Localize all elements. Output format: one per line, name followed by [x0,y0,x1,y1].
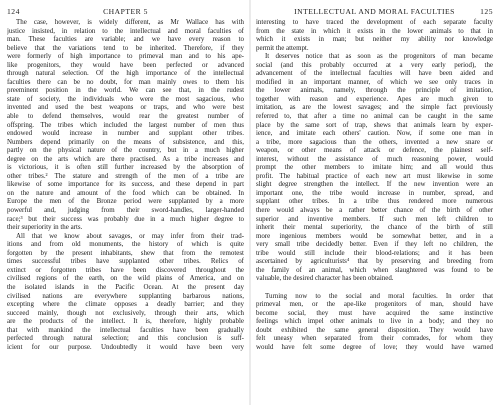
text-line: forgotten by the present inhabitants, shew that from the remotest [7,248,244,257]
text-line: advancement of the intellectual faculties will have been aided and [256,69,493,78]
text-line: profit. The habitual practice of each new art must likewise in some [256,171,493,180]
text-line: ascertained by agriculturists⁴ that by preserving and breeding from [256,257,493,266]
text-line: justice insisted, in relation to the intellectual and moral faculties of [7,26,244,35]
page-number: 124 [7,7,20,16]
text-line: All that we know about savages, or may infer from their trad- [16,231,244,240]
text-line: doubt exhibited the same general disposition. They would have [256,325,493,334]
text-line: race;³ but their success was probably due in a much higher degree to [7,214,244,223]
text-line: degree on the arts which are there practised. As a tribe increases and [7,154,244,163]
text-line: imitation, as are the lowest savages; and the simple fact previously [256,103,493,112]
body-text [256,18,493,351]
body-text [7,18,244,351]
text-line: extinct or forgotten tribes have been discovered throughout the [7,265,244,274]
text-line: perfected through natural selection; and this conclusion is suff- [7,334,244,343]
text-line: excepting where the climate opposes a deadly barrier; and they [7,300,244,309]
text-line: invented and used the best weapons or traps, and who were best [7,103,244,112]
page-number: 125 [480,7,493,16]
text-line: the family of an animal, which when slaughtered was found to be [256,265,493,274]
text-line: powerful and, judging from their sword-handles, larger-handed [7,206,244,215]
text-line: modified in an important manner, of which we see only traces in [256,77,493,86]
text-line: on the nature and amount of the food which can be obtained. In [7,188,244,197]
text-line: very small tribe decidedly better. Even if they left no children, the [256,240,493,249]
text-line: important one, the tribe would increase in number, spread, and [256,188,493,197]
text-line: offspring. The tribes which included the largest number of men thus [7,120,244,129]
text-line: state of society, the individuals who were the most sagacious, who [7,94,244,103]
text-line: valuable, the desired character has been obtained. [256,274,394,283]
text-line: civilised nations are everywhere supplanting barbarous nations, [7,291,244,300]
text-line: which it exists in man; but neither my ability nor knowledge [256,35,493,44]
text-line: faculties there can be no doubt, for man mainly owes to them his [7,77,244,86]
text-line: through natural selection. Of the high importance of the intellectual [7,69,244,78]
text-line: Turning now to the social and moral faculties. In order that [265,291,493,300]
text-line: there would always be a rather better chance of the birth of other [256,206,493,215]
text-line: prompt the other members to imitate him; and all would thus [256,163,493,172]
left-page-header [7,7,244,17]
text-line: is victorious, it is often still further increased by the absorption of [7,163,244,172]
running-head: INTELLECTUAL AND MORAL FACULTIES [294,7,455,16]
text-line: superior and inventive members. If such men left children to [256,214,493,223]
text-line: succeed mainly, though not exclusively, through their arts, which [7,308,244,317]
text-line: The case, however, is widely different, as Mr Wallace has with [16,18,244,26]
text-line: from the state in which it exists in the lower animals to that in [256,26,493,35]
text-line: are the products of the intellect. It is, therefore, highly probable [7,317,244,326]
running-head: CHAPTER 5 [103,7,148,16]
text-line: interesting to have traced the development of each separate faculty [256,18,493,26]
text-line: the isolated islands in the Pacific Ocean. At the present day [7,282,244,291]
text-line: that with mankind the intellectual faculties have been gradually [7,325,244,334]
text-line: become social, they must have acquired the same instinctive [256,308,493,317]
text-line: inherit their mental superiority, the chance of the birth of still [256,223,493,232]
text-line: their superiority in the arts. [7,223,83,232]
right-page-header [256,7,493,17]
text-line: interest, without the assistance of much reasoning power, would [256,154,493,163]
text-line: a tribe, more sagacious than the others, invented a new snare or [256,137,493,146]
text-line: Numbers depend primarily on the means of subsistence, and this, [7,137,244,146]
text-line: other tribes.² The stature and strength of the men of a tribe are [7,171,244,180]
text-line: tribe would still include their blood-relations; and it has been [256,248,493,257]
text-line: the lower animals, namely, through the principle of imitation, [256,86,493,95]
text-line: man. These faculties are variable; and we have every reason to [7,35,244,44]
text-line: feelings which impel other animals to live in a body; and they no [256,317,493,326]
text-line: primeval men, or the ape-like progenitors of man, should have [256,300,493,309]
text-line: social (and this probably occurred at a very early period), the [256,60,493,69]
left-page [7,0,244,405]
text-line: able to defend themselves, would rear the greatest number of [7,112,244,121]
text-line: more ingenious members would be somewhat better, and in a [256,231,493,240]
text-line: icient for our purpose. Undoubtedly it would have been very [7,342,244,351]
text-line: itions and from old monuments, the history of which is quite [7,240,244,249]
text-line: place by the same sort of trap, shews that animals learn by exper- [256,120,493,129]
text-line: partly on the physical nature of the country, but in a much higher [7,146,244,155]
text-line: were formerly of high importance to primeval man and to his ape- [7,52,244,61]
text-line: together with reason and experience. Apes are much given to [256,94,493,103]
text-line: slight degree strengthen the intellect. If the new invention were an [256,180,493,189]
text-line: Europe the men of the Bronze period were supplanted by a more [7,197,244,206]
text-line: likewise of some importance for its success, and these depend in part [7,180,244,189]
text-line: endowed would increase in number and supplant other tribes. [7,129,244,138]
text-line: weapon, or other means of attack or defence, the plainest self- [256,146,493,155]
text-line: felt uneasy when separated from their comrades, for whom they [256,334,493,343]
text-line: permit the attempt. [256,43,309,52]
text-line: ience, and imitate each others' caution. Now, if some one man in [256,129,493,138]
text-line: It deserves notice that as soon as the progenitors of man became [265,52,493,61]
book-gutter [249,0,251,405]
text-line: like progenitors, they would have been perfected or advanced [7,60,244,69]
right-page [256,0,493,405]
text-line: would have felt some degree of love; they would have warned [256,342,493,351]
text-line: believe that the variations tend to be inherited. Therefore, if they [7,43,244,52]
text-line: referred to, that after a time no animal can be caught in the same [256,112,493,121]
text-line: preeminent position in the world. We can see that, in the rudest [7,86,244,95]
paragraph-break [256,283,493,292]
text-line: civilised regions of the earth, on the wild plains of America, and on [7,274,244,283]
text-line: supplant other tribes. In a tribe thus rendered more numerous [256,197,493,206]
text-line: times successful tribes have supplanted other tribes. Relics of [7,257,244,266]
